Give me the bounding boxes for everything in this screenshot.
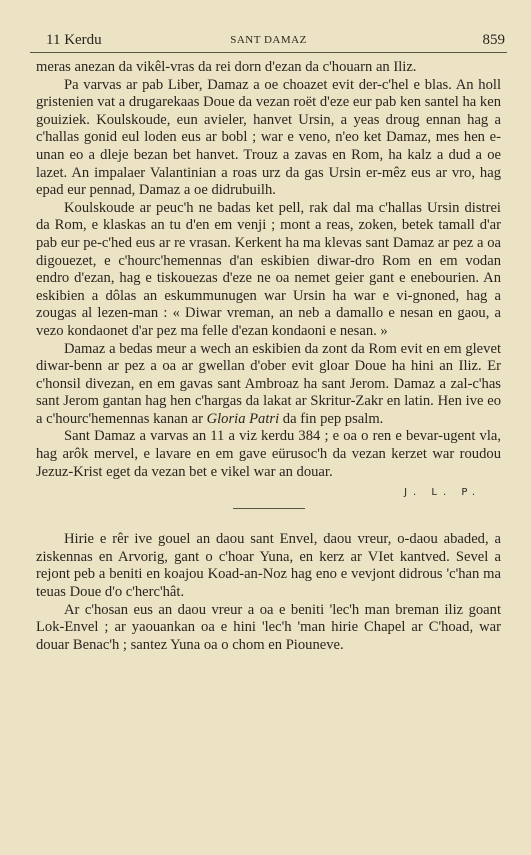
- paragraph: meras anezan da vikêl-vras da rei dorn d'ezan da c'houarn an Iliz.: [36, 59, 417, 75]
- paragraph-tail: da fin pep psalm.: [279, 410, 384, 427]
- page-number: 859: [482, 32, 505, 48]
- second-article-body: [30, 531, 507, 654]
- italic-term: Gloria Patri: [206, 410, 280, 427]
- paragraph-text: Damaz a bedas meur a wech an eskibien da zont da Rom evit en em glevet diwar-benn ar pez a oa ar gwellan d'ober evit gloar Doue ha hini an Iliz. Er c'honsil divezan, en em gavas sant Ambroaz ha sant Jerom. Damaz a zal-c'has sant Jerom gantan hag hen c'hargas da lakat ar Skritur-Zakr en latin. Hen ive eo a c'hourc'hemennas kanan ar: [36, 340, 501, 427]
- paragraph: [36, 341, 501, 429]
- header-rule: [30, 52, 507, 53]
- paragraph: Sant Damaz a varvas an 11 a viz kerdu 384 ; e oa o ren e bevar-ugent vla, hag arôk mervel, e lavare en em gave eürusoc'h da vezan kerzet war roudou Jezuz-Krist eget da vezan bet e vikel war an douar.: [36, 428, 501, 480]
- section-separator: [233, 508, 305, 509]
- header-date: 11 Kerdu: [46, 32, 102, 48]
- header-title: SANT DAMAZ: [230, 34, 307, 46]
- paragraph: Hirie e rêr ive gouel an daou sant Envel, daou vreur, o-daou abaded, a ziskennas en Arvorig, gant o c'hoar Yuna, en kerz ar VIet kantved. Sevel a rejont peb a beniti en koajou Koad-an-Noz hag eno e vevjont didrous 'c'han ma teuas Doue d'o c'herc'hât.: [36, 531, 501, 601]
- article-body: [30, 59, 507, 481]
- paragraph: Pa varvas ar pab Liber, Damaz a oe choazet evit der-c'hel e blas. An holl gristenien vat a drugarekaas Doue da vezan roët d'eze eur pab ken santel ha ken gouiziek. Koulskoude, eun avieler, hanvet Ursin, a yeas droug ennan hag a c'hallas gonid eul loden eus ar bobl ; war e veno, n'eo ket Damaz, mes hen e-unan eo a dleje bezan bet hanvet. Trouz a zavas en Rom, ha kalz a dud a oe lazet. An impalaer Valantinian a roas urz da gas Ursin er-mêz eus ar vro, hag epad eur pennad, Damaz a oe didrubuilh.: [36, 76, 501, 199]
- author-signature: J. L. P.: [404, 487, 481, 499]
- paragraph: Ar c'hosan eus an daou vreur a oa e beniti 'lec'h man breman iliz goant Lok-Envel ; ar yaouankan oa e hini 'lec'h 'man hirie Chapel ar C'hoad, war douar Benac'h ; santez Yuna oa o chom en Piouneve.: [36, 601, 501, 653]
- paragraph: Koulskoude ar peuc'h ne badas ket pell, rak dal ma c'hallas Ursin distrei da Rom, e klaskas an tu d'en em venji ; mont a reas, zoken, betek tamall d'ar pab eur pe-c'hed eus ar re vrasan. Kerkent ha ma klevas sant Damaz ar pez a oa digouezet, e c'hourc'hemennas d'an eskibien diwar-dro Rom en em vodan endro d'ezan, hag e tiskouezas d'eze ne oa nemet geier gant e enebourien. An eskibien a dôlas an eskummunugen war Ursin ha war e vi-gnoned, hag a zougas al lezen-man : « Diwar vreman, an neb a damallo e nesan en gaou, a vezo kondaonet d'ar pez ma felle d'ezan kondaoni e nesan. »: [36, 199, 501, 339]
- running-header: [30, 30, 507, 50]
